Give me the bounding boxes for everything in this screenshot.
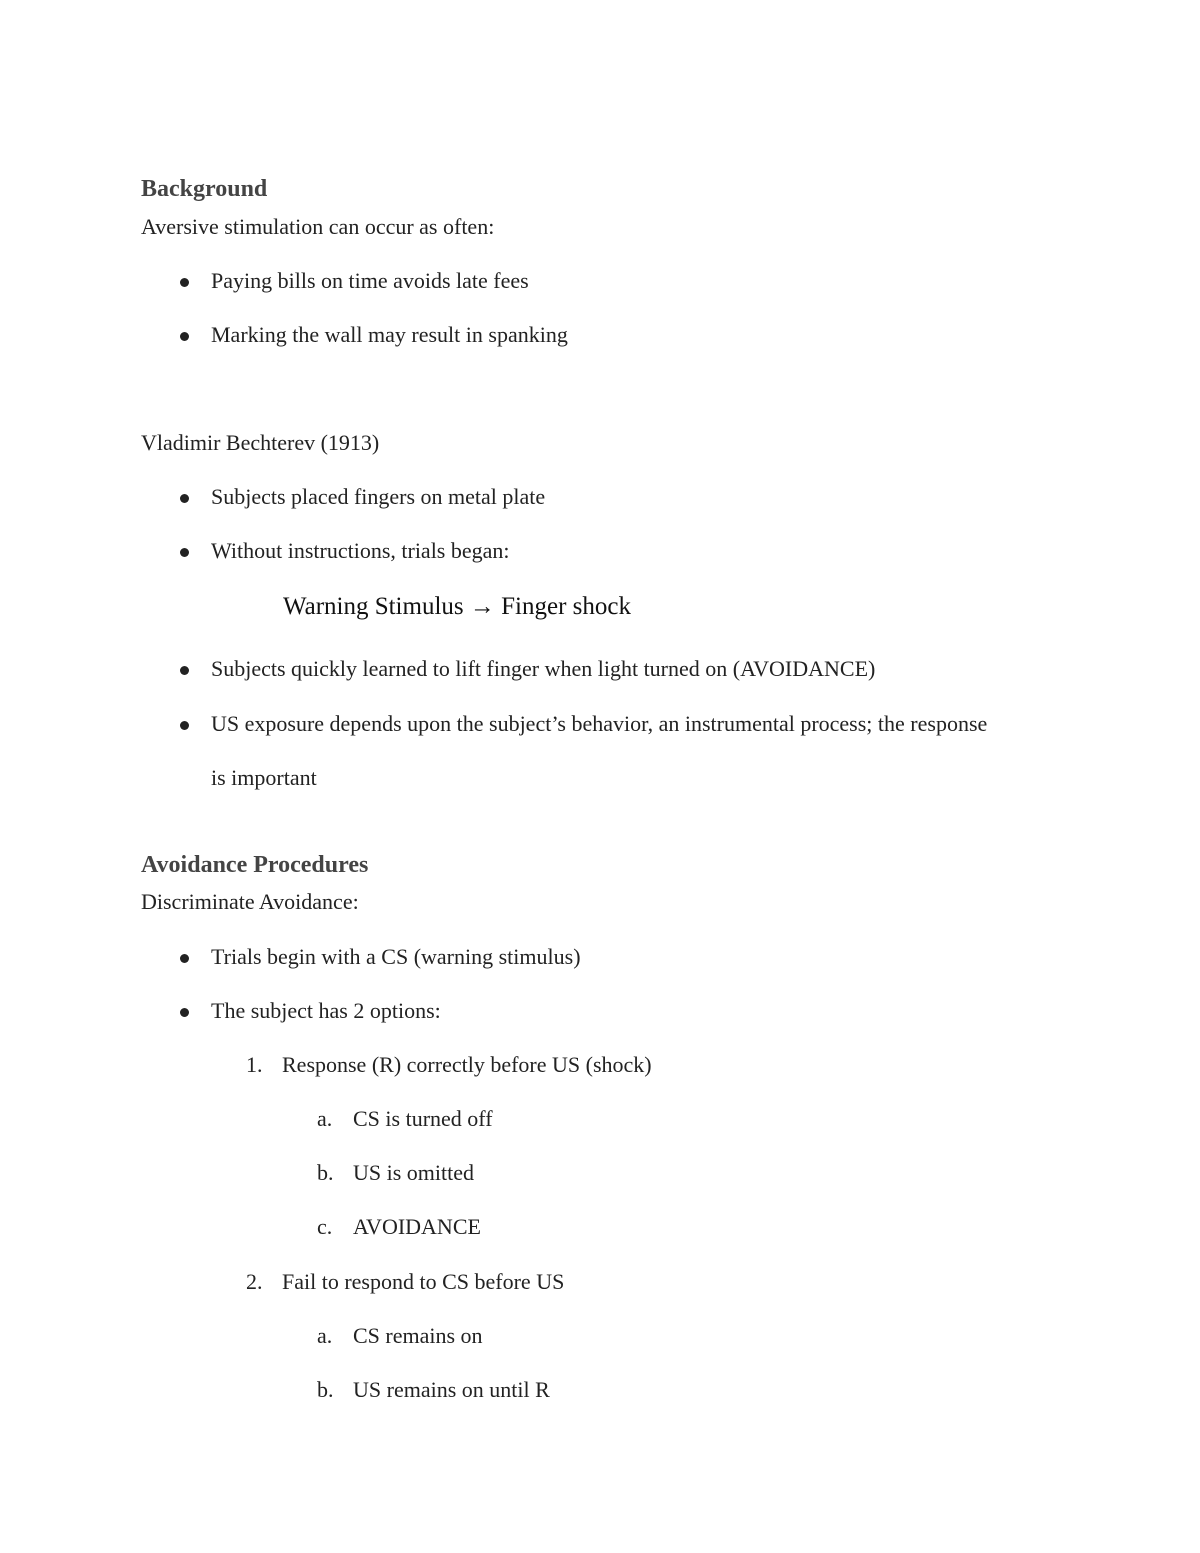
- lettered-item: CS is turned off: [353, 1106, 493, 1131]
- list-item: Marking the wall may result in spanking: [211, 322, 568, 347]
- bullet-icon: [180, 494, 189, 503]
- background-intro: Aversive stimulation can occur as often:: [141, 214, 495, 239]
- list-item: Subjects placed fingers on metal plate: [211, 484, 546, 509]
- lettered-marker: a.: [317, 1323, 333, 1348]
- bullet-icon: [180, 548, 189, 557]
- list-item: US exposure depends upon the subject’s behavior, an instrumental process; the response: [211, 711, 988, 736]
- avoidance-intro: Discriminate Avoidance:: [141, 889, 359, 914]
- numbered-marker: 2.: [246, 1269, 263, 1294]
- section-heading-background: Background: [141, 176, 268, 202]
- list-item: Paying bills on time avoids late fees: [211, 268, 529, 293]
- section-heading-avoidance: Avoidance Procedures: [141, 852, 369, 878]
- bullet-icon: [180, 721, 189, 730]
- bullet-icon: [180, 332, 189, 341]
- list-item: Without instructions, trials began:: [211, 538, 510, 563]
- bullet-icon: [180, 954, 189, 963]
- bullet-icon: [180, 666, 189, 675]
- lettered-item: US remains on until R: [353, 1377, 550, 1402]
- list-item-continuation: is important: [211, 765, 317, 790]
- lettered-item: CS remains on: [353, 1323, 483, 1348]
- lettered-marker: b.: [317, 1160, 334, 1185]
- list-item: Trials begin with a CS (warning stimulus): [211, 944, 581, 969]
- numbered-marker: 1.: [246, 1052, 263, 1077]
- lettered-marker: a.: [317, 1106, 333, 1131]
- bechterev-title: Vladimir Bechterev (1913): [141, 430, 380, 455]
- lettered-item: AVOIDANCE: [353, 1214, 481, 1239]
- numbered-item: Response (R) correctly before US (shock): [282, 1052, 652, 1077]
- list-item: Subjects quickly learned to lift finger when light turned on (AVOIDANCE): [211, 656, 876, 681]
- list-item: The subject has 2 options:: [211, 998, 441, 1023]
- bullet-icon: [180, 1008, 189, 1017]
- numbered-item: Fail to respond to CS before US: [282, 1269, 565, 1294]
- lettered-marker: c.: [317, 1214, 333, 1239]
- lettered-marker: b.: [317, 1377, 334, 1402]
- formula-warning-stimulus: Warning Stimulus → Finger shock: [283, 593, 631, 620]
- bullet-icon: [180, 278, 189, 287]
- lettered-item: US is omitted: [353, 1160, 475, 1185]
